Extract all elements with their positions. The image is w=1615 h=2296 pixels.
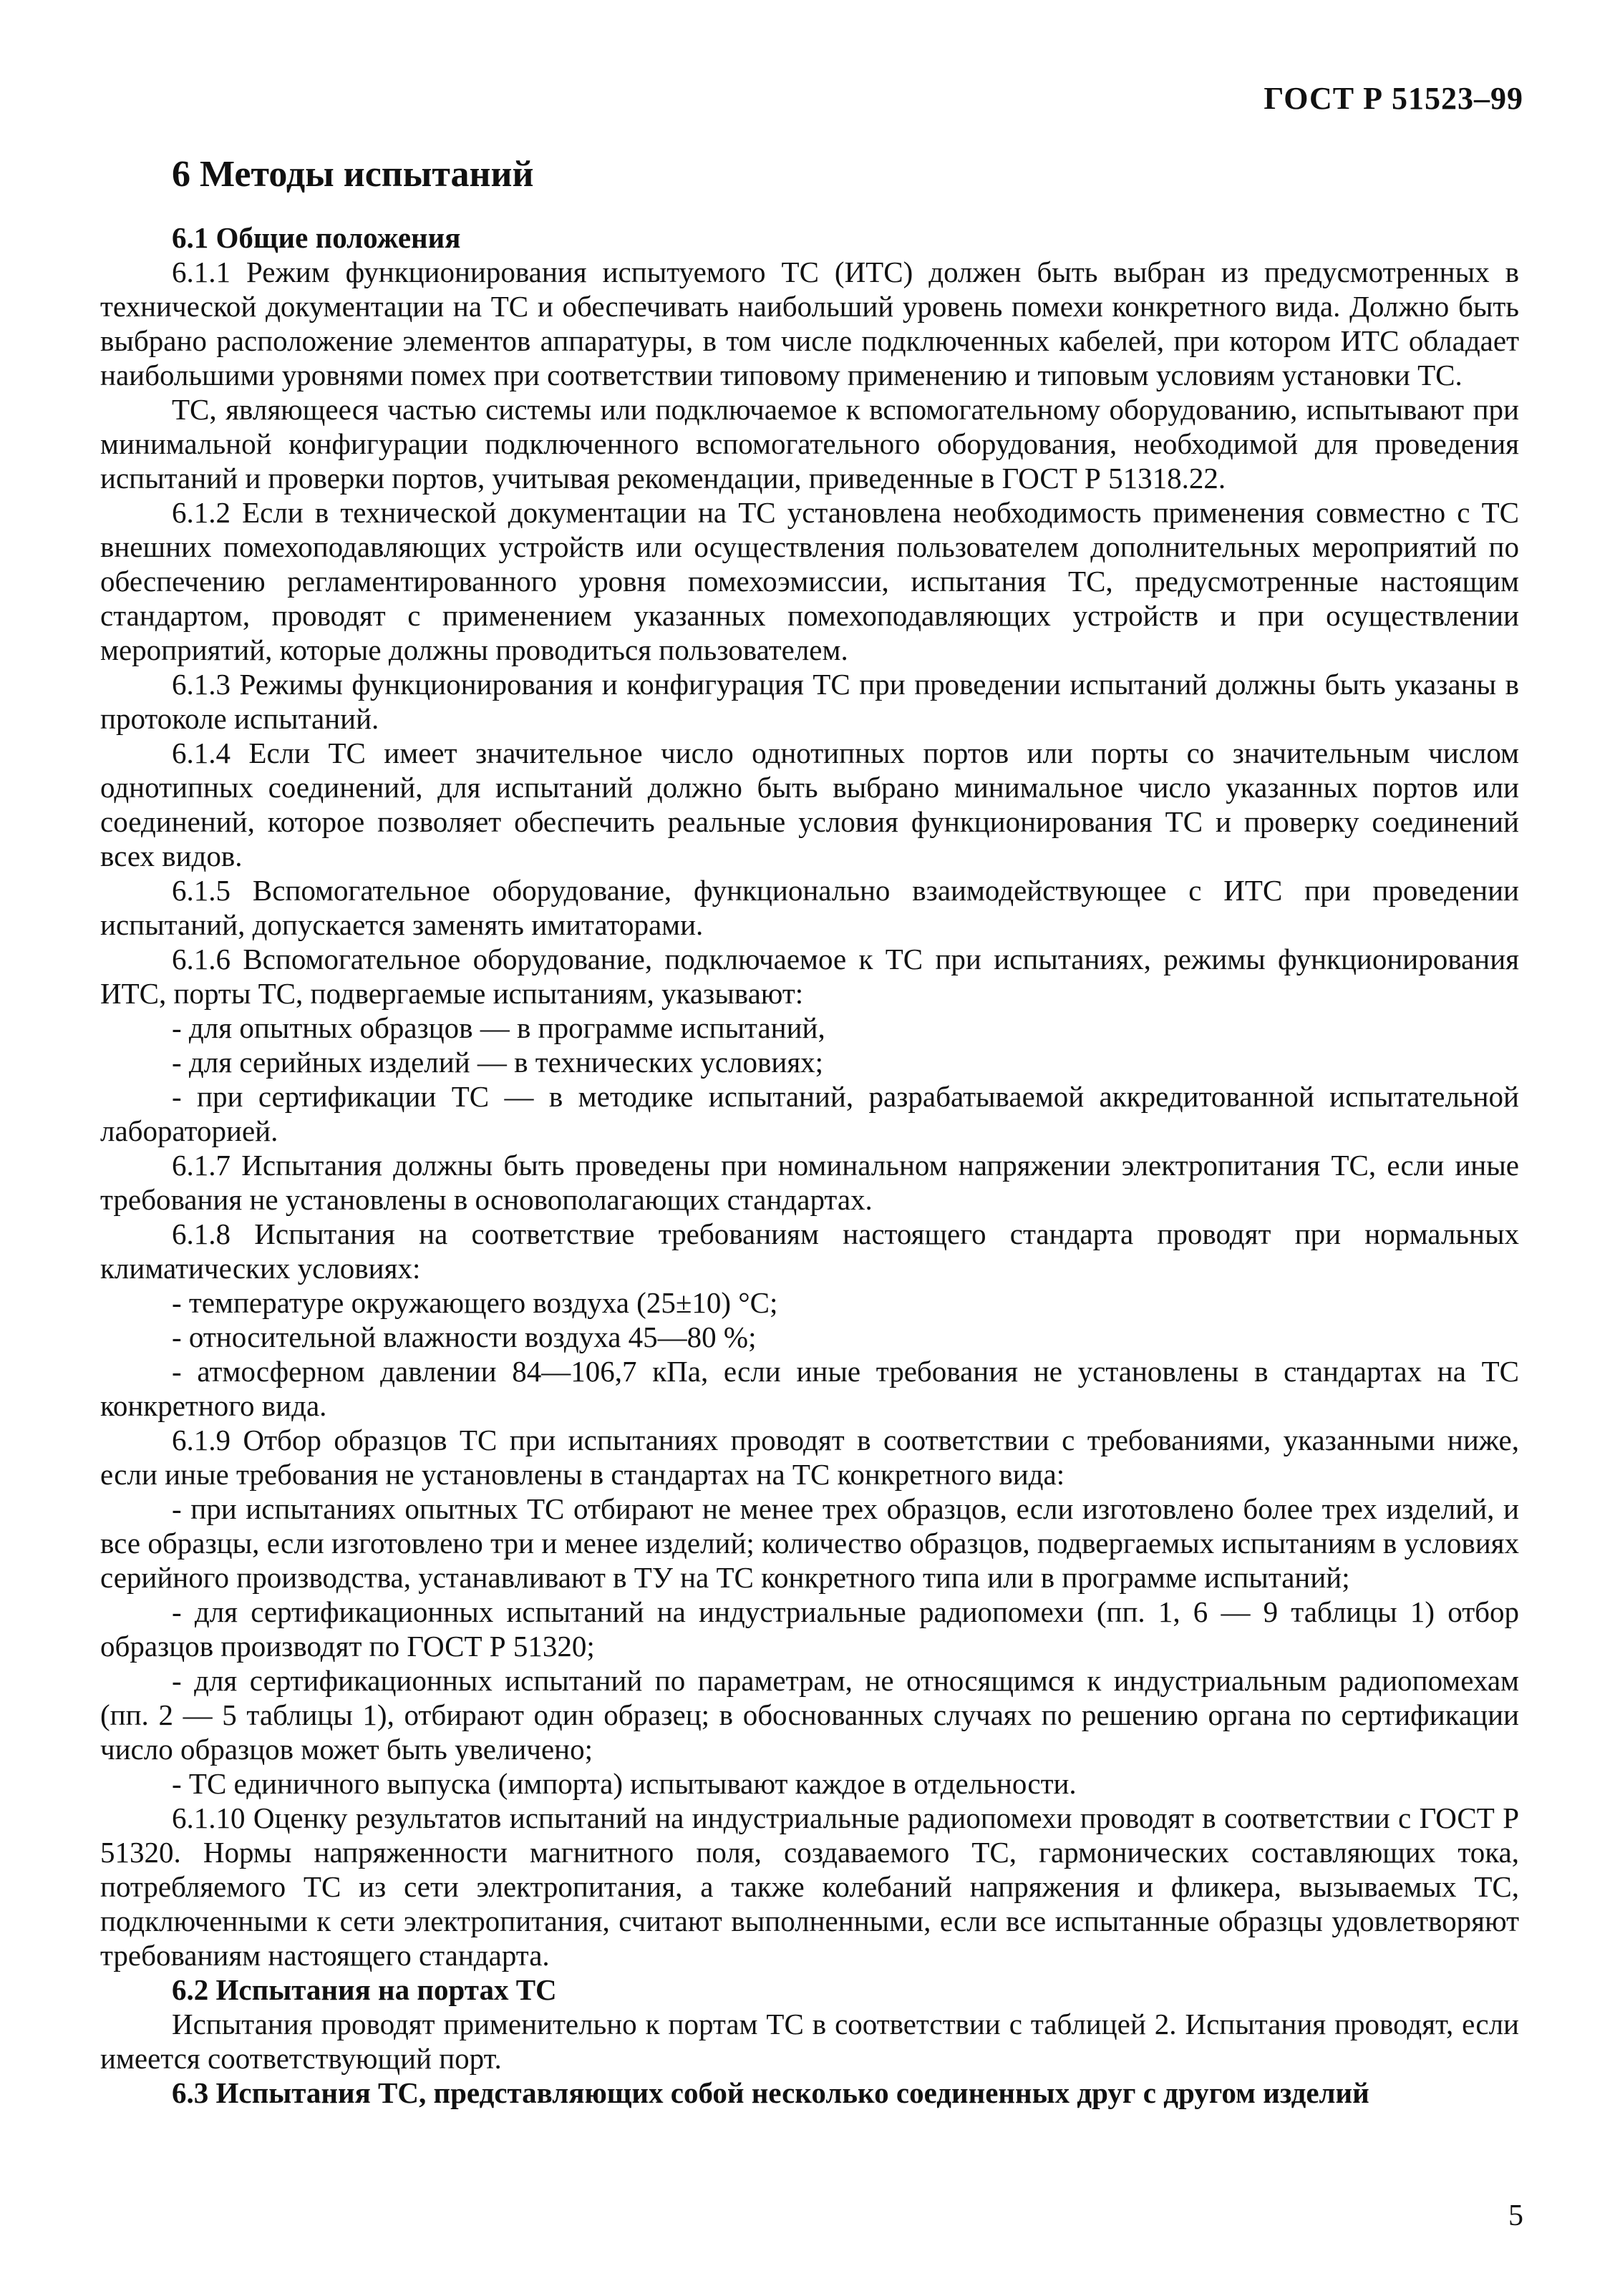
- list-item: - для сертификационных испытаний по параметрам, не относящимся к индустриальным радиопомехам (пп. 2 — 5 таблицы 1), отбирают один образец; в обоснованных случаях по решению органа по сертификации число образцов может быть увеличено;: [100, 1664, 1519, 1766]
- paragraph-6-1-5: 6.1.5 Вспомогательное оборудование, функционально взаимодействующее с ИТС при проведении испытаний, допускается заменять имитаторами.: [100, 874, 1519, 941]
- list-item: - для опытных образцов — в программе испытаний,: [172, 1011, 825, 1044]
- subsection-title-6-1: 6.1 Общие положения: [172, 221, 461, 254]
- list-item: - при сертификации ТС — в методике испытаний, разрабатываемой аккредитованной испытательной лабораторией.: [100, 1080, 1519, 1147]
- paragraph-6-2: Испытания проводят применительно к портам ТС в соответствии с таблицей 2. Испытания проводят, если имеется соответствующий порт.: [100, 2008, 1519, 2075]
- paragraph-6-1-3: 6.1.3 Режимы функционирования и конфигурация ТС при проведении испытаний должны быть указаны в протоколе испытаний.: [100, 668, 1519, 735]
- list-item: - для серийных изделий — в технических условиях;: [172, 1046, 824, 1079]
- paragraph-6-1-8: 6.1.8 Испытания на соответствие требованиям настоящего стандарта проводят при нормальных климатических условиях:: [100, 1217, 1519, 1285]
- paragraph-6-1-6: 6.1.6 Вспомогательное оборудование, подключаемое к ТС при испытаниях, режимы функционирования ИТС, порты ТС, подвергаемые испытаниям, указывают:: [100, 943, 1519, 1010]
- paragraph-6-1-1-system: ТС, являющееся частью системы или подключаемое к вспомогательному оборудованию, испытывают при минимальной конфигурации подключенного вспомогательного оборудования, необходимой для проведения испытаний и проверки портов, учитывая рекомендации, приведенные в ГОСТ Р 51318.22.: [100, 393, 1519, 495]
- page-number: 5: [1508, 2199, 1523, 2232]
- paragraph-6-1-2: 6.1.2 Если в технической документации на ТС установлена необходимость применения совместно с ТС внешних помехоподавляющих устройств или осуществления пользователем дополнительных мероприятий по обеспечению регламентированного уровня помехоэмиссии, испытания ТС, предусмотренные настоящим стандартом, проводят с применением указанных помехоподавляющих устройств и при осуществлении мероприятий, которые должны проводиться пользователем.: [100, 496, 1519, 666]
- list-item: - для сертификационных испытаний на индустриальные радиопомехи (пп. 1, 6 — 9 таблицы 1) отбор образцов производят по ГОСТ Р 51320;: [100, 1595, 1519, 1663]
- paragraph-6-1-7: 6.1.7 Испытания должны быть проведены при номинальном напряжении электропитания ТС, если иные требования не установлены в основополагающих стандартах.: [100, 1149, 1519, 1216]
- page-content: [100, 143, 1519, 2110]
- list-item: - температуре окружающего воздуха (25±10) °С;: [172, 1286, 778, 1319]
- paragraph-6-1-9: 6.1.9 Отбор образцов ТС при испытаниях проводят в соответствии с требованиями, указанными ниже, если иные требования не установлены в стандартах на ТС конкретного вида:: [100, 1424, 1519, 1491]
- document-code-header: ГОСТ Р 51523–99: [1264, 81, 1523, 116]
- list-item: - относительной влажности воздуха 45—80 %;: [172, 1320, 757, 1353]
- paragraph-6-1-4: 6.1.4 Если ТС имеет значительное число однотипных портов или порты со значительным числом однотипных соединений, для испытаний должно быть выбрано минимальное число указанных портов или соединений, которое позволяет обеспечить реальные условия функционирования ТС и проверку соединений всех видов.: [100, 736, 1519, 872]
- list-item: - ТС единичного выпуска (импорта) испытывают каждое в отдельности.: [172, 1767, 1077, 1800]
- subsection-title-6-3: 6.3 Испытания ТС, представляющих собой несколько соединенных друг с другом изделий: [172, 2076, 1369, 2109]
- section-title: 6 Методы испытаний: [172, 154, 534, 195]
- list-item: - при испытаниях опытных ТС отбирают не менее трех образцов, если изготовлено более трех изделий, и все образцы, если изготовлено три и менее изделий; количество образцов, подвергаемых испытаниям в условиях серийного производства, устанавливают в ТУ на ТС конкретного типа или в программе испытаний;: [100, 1492, 1519, 1594]
- paragraph-6-1-10: 6.1.10 Оценку результатов испытаний на индустриальные радиопомехи проводят в соответствии с ГОСТ Р 51320. Нормы напряженности магнитного поля, создаваемого ТС, гармонических составляющих тока, потребляемого ТС из сети электропитания, а также колебаний напряжения и фликера, вызываемых ТС, подключенными к сети электропитания, считают выполненными, если все испытанные образцы удовлетворяют требованиям настоящего стандарта.: [100, 1801, 1519, 1972]
- subsection-title-6-2: 6.2 Испытания на портах ТС: [172, 1973, 557, 2006]
- list-item: - атмосферном давлении 84—106,7 кПа, если иные требования не установлены в стандартах на ТС конкретного вида.: [100, 1355, 1519, 1422]
- paragraph-6-1-1: 6.1.1 Режим функционирования испытуемого ТС (ИТС) должен быть выбран из предусмотренных в технической документации на ТС и обеспечивать наибольший уровень помехи конкретного вида. Должно быть выбрано расположение элементов аппаратуры, в том числе подключенных кабелей, при котором ИТС обладает наибольшими уровнями помех при соответствии типовому применению и типовым условиям установки ТС.: [100, 256, 1519, 391]
